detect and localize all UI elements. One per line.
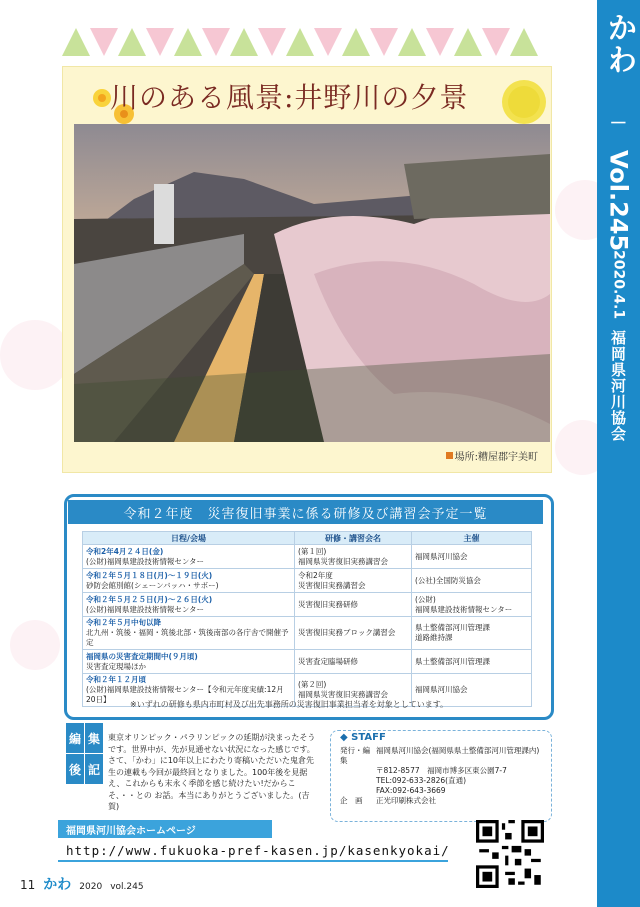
event-date: 令和２年１２月頃 <box>86 675 146 684</box>
staff-row <box>340 786 550 796</box>
staff-row <box>340 796 550 806</box>
event-venue: 災害査定現場ほか <box>86 661 146 671</box>
page-footer <box>20 874 144 894</box>
caption-text: 場所:糟屋郡宇美町 <box>454 452 538 463</box>
event-name: 福岡県災害復旧実務講習会 <box>298 690 388 699</box>
event-date: 令和２年５月２５日(月)～２６日(火) <box>86 594 213 604</box>
staff-details <box>340 746 550 806</box>
event-date: 令和２年５月１８日(月)～１９日(火) <box>86 570 213 580</box>
footer-year: 2020 <box>79 882 103 892</box>
event-round: (第１回) <box>298 546 327 556</box>
event-venue: (公財)福岡県建設技術情報センター <box>86 604 205 614</box>
event-host: 県土整備部河川管理課 道路維持課 <box>412 617 532 650</box>
qr-code-icon[interactable] <box>476 820 544 888</box>
event-host: 県土整備部河川管理課 <box>412 650 532 674</box>
table-row <box>83 650 532 674</box>
footer-volume: vol.245 <box>110 882 144 892</box>
table-header-row <box>83 532 532 545</box>
schedule-table <box>82 531 532 707</box>
table-row <box>83 593 532 617</box>
triangle-border <box>62 28 550 56</box>
caption-marker-icon <box>446 452 453 459</box>
homepage-label: 福岡県河川協会ホームページ <box>58 820 272 838</box>
event-round: (第２回) <box>298 680 327 689</box>
background-petal <box>0 320 70 390</box>
staff-key <box>340 766 376 776</box>
table-row <box>83 569 532 593</box>
photo-caption <box>446 448 538 463</box>
staff-value: 正光印刷株式会社 <box>376 796 436 805</box>
staff-row <box>340 766 550 776</box>
column-header: 日程/会場 <box>83 532 295 545</box>
background-petal <box>10 620 60 670</box>
label-char: 編 <box>66 723 84 753</box>
event-name: 災害復旧実務研修 <box>298 599 358 609</box>
event-host: (公財) 福岡県建設技術情報センター <box>412 593 532 617</box>
staff-key: 発行・編集 <box>340 746 370 765</box>
staff-key <box>340 776 376 786</box>
staff-value: TEL:092-633-2826(直通) <box>376 776 467 785</box>
event-venue: (公財)福岡県建設技術情報センター <box>86 556 205 566</box>
river-photo <box>74 124 550 442</box>
magazine-title: かわ <box>601 12 637 76</box>
column-header: 研修・講習会名 <box>295 532 412 545</box>
event-host: (公社)全国防災協会 <box>412 569 532 593</box>
table-row <box>83 545 532 569</box>
event-round: 令和2年度 <box>298 570 333 580</box>
staff-value: FAX:092-643-3669 <box>376 786 446 795</box>
page-number: 11 <box>20 878 36 892</box>
editor-afterword-text: 東京オリンピック・パラリンピックの延期が決まったそうです。世界中が、先が見通せない状況になった感じです。さて、「かわ」に10年以上にわたり寄稿いただいた鬼倉先生の連載も今回が最終回となりました。100年後を見据え、これからも末永く季節を感じ続けたい!だからこそ、・・との お話。本当にありがとうございました。(吉賀) <box>108 733 316 811</box>
issue-sidebar <box>597 0 640 907</box>
event-name: 災害復旧実務ブロック講習会 <box>298 628 396 637</box>
event-name: 災害復旧実務講習会 <box>298 580 366 590</box>
label-char: 記 <box>85 754 103 784</box>
sun-icon <box>500 78 548 126</box>
label-char: 集 <box>85 723 103 753</box>
event-name: 福岡県災害復旧実務講習会 <box>298 556 388 566</box>
issue-date: 2020.4.1 <box>610 250 627 320</box>
column-header: 主催 <box>412 532 532 545</box>
event-date: 令和２年５月中旬以降 <box>86 618 161 627</box>
event-venue: (公財)福岡県建設技術情報センター【令和元年度実績:12月20日】 <box>86 685 284 704</box>
event-venue: 北九州・筑後・福岡・筑後北部・筑後南部の各庁舎で開催予定 <box>86 628 289 647</box>
table-row <box>83 617 532 650</box>
staff-key: 企 画 <box>340 796 363 805</box>
staff-heading: ◆ STAFF <box>340 732 386 743</box>
staff-row <box>340 746 550 766</box>
event-name: 災害査定臨場研修 <box>298 656 358 666</box>
schedule-title: 令和２年度 災害復旧事業に係る研修及び講習会予定一覧 <box>68 500 543 524</box>
staff-row <box>340 776 550 786</box>
schedule-note: ※いずれの研修も県内市町村及び出先事務所の災害復旧事業担当者を対象としています。 <box>130 700 449 709</box>
label-char: 後 <box>66 754 84 784</box>
event-host: 福岡県河川協会 <box>412 674 532 707</box>
divider: | <box>610 120 627 126</box>
divider <box>58 860 448 862</box>
volume-number: Vol.245 <box>604 150 633 252</box>
staff-key <box>340 786 376 796</box>
photo-headline: 川のある風景:井野川の夕景 <box>110 81 469 114</box>
staff-value: 〒812-8577 福岡市博多区東公園7-7 <box>376 766 507 775</box>
event-date: 福岡県の災害査定期間中(９月頃) <box>86 651 198 661</box>
footer-logo: かわ <box>43 877 72 893</box>
event-venue: 砂防会館別館(シェーンバッハ・サボー) <box>86 580 219 590</box>
staff-value: 福岡県河川協会(福岡県県土整備部河川管理課内) <box>376 746 540 755</box>
homepage-url[interactable]: http://www.fukuoka-pref-kasen.jp/kasenkyokai/ <box>66 843 450 858</box>
publisher-name: 福岡県河川協会 <box>609 330 627 442</box>
event-host: 福岡県河川協会 <box>412 545 532 569</box>
editor-afterword-label <box>66 723 102 783</box>
event-date: 令和2年4月２４日(金) <box>86 546 164 556</box>
